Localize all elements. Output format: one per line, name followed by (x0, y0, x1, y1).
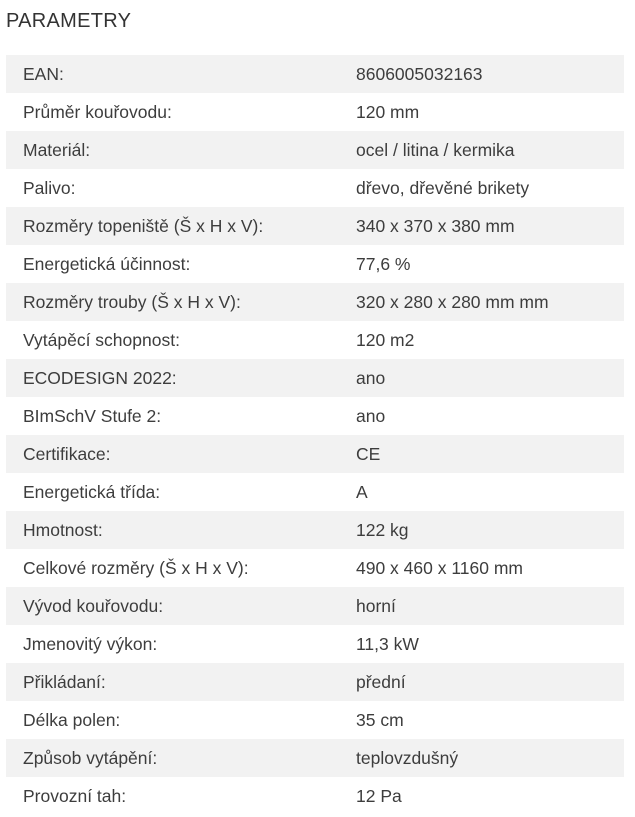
parameter-value: horní (356, 595, 396, 616)
table-row (6, 625, 624, 663)
parameter-value: teplovzdušný (356, 747, 459, 768)
table-row (6, 245, 624, 283)
table-row (6, 397, 624, 435)
table-row (6, 511, 624, 549)
parameter-label: Rozměry trouby (Š x H x V): (23, 291, 241, 312)
parameter-value: 35 cm (356, 709, 404, 730)
parameter-label: Vytápěcí schopnost: (23, 329, 180, 350)
parameter-value: ano (356, 405, 386, 426)
parameter-label: Provozní tah: (23, 785, 127, 806)
parameter-value: 320 x 280 x 280 mm mm (356, 291, 549, 312)
section-title: PARAMETRY (6, 10, 132, 32)
table-row (6, 663, 624, 701)
table-row (6, 169, 624, 207)
table-row (6, 93, 624, 131)
parameter-label: Průměr kouřovodu: (23, 101, 172, 122)
table-row (6, 701, 624, 739)
parameter-value: 340 x 370 x 380 mm (356, 215, 515, 236)
table-row (6, 587, 624, 625)
parameter-label: Celkové rozměry (Š x H x V): (23, 557, 249, 578)
parameter-value: ano (356, 367, 386, 388)
table-row (6, 131, 624, 169)
table-row (6, 549, 624, 587)
parameter-value: CE (356, 443, 381, 464)
parameter-value: A (356, 481, 368, 502)
parameter-value: 490 x 460 x 1160 mm (356, 557, 523, 578)
parameter-label: Přikládaní: (23, 671, 106, 692)
parameter-value: 120 mm (356, 101, 420, 122)
parameter-label: Způsob vytápění: (23, 747, 158, 768)
parameter-value: 120 m2 (356, 329, 415, 350)
table-row (6, 55, 624, 93)
parameter-value: 12 Pa (356, 785, 402, 806)
parameter-label: Vývod kouřovodu: (23, 595, 164, 616)
parameters-table (6, 55, 624, 815)
table-row (6, 283, 624, 321)
parameter-value: 8606005032163 (356, 63, 483, 84)
parameter-label: Rozměry topeniště (Š x H x V): (23, 215, 264, 236)
parameter-value: 122 kg (356, 519, 409, 540)
table-row (6, 473, 624, 511)
parameter-label: BImSchV Stufe 2: (23, 405, 162, 426)
parameter-label: Jmenovitý výkon: (23, 633, 158, 654)
table-row (6, 207, 624, 245)
parameter-label: Materiál: (23, 139, 91, 160)
parameter-label: ECODESIGN 2022: (23, 367, 177, 388)
table-row (6, 739, 624, 777)
parameter-value: dřevo, dřevěné brikety (356, 177, 530, 198)
parameter-label: Energetická účinnost: (23, 253, 191, 274)
parameter-value: 77,6 % (356, 253, 411, 274)
parameter-label: EAN: (23, 63, 64, 84)
table-row (6, 777, 624, 815)
table-row (6, 321, 624, 359)
parameter-value: ocel / litina / kermika (356, 139, 515, 160)
parameter-value: 11,3 kW (356, 633, 419, 654)
parameter-label: Certifikace: (23, 443, 111, 464)
parameter-label: Hmotnost: (23, 519, 103, 540)
parameter-value: přední (356, 671, 406, 692)
parameter-label: Energetická třída: (23, 481, 161, 502)
table-row (6, 359, 624, 397)
table-row (6, 435, 624, 473)
parameters-table-body (6, 55, 624, 815)
parameter-label: Palivo: (23, 177, 76, 198)
parameter-label: Délka polen: (23, 709, 121, 730)
